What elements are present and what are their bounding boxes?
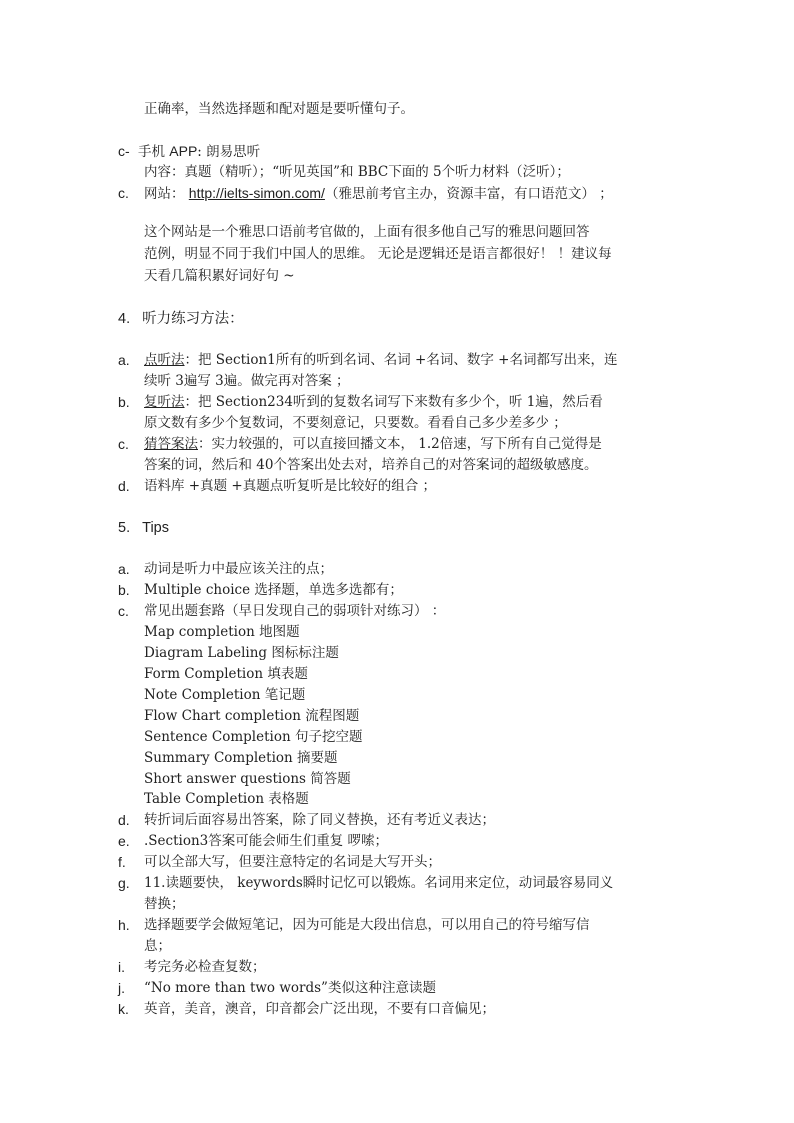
tip-text: 息； <box>144 938 171 954</box>
website-para-line: 这个网站是一个雅思口语前考官做的，上面有很多他自己写的雅思问题回答 <box>144 224 590 240</box>
method-text: ：把 Section1所有的听到名词、名词 +名词、数字 +名词都写出来，连 <box>184 352 618 368</box>
method-term: 点听法 <box>144 352 185 368</box>
tip-text: “No more than two words”类似这种注意读题 <box>144 980 436 996</box>
question-type: Sentence Completion 句子挖空题 <box>144 729 363 745</box>
section-number: 4. <box>118 311 131 327</box>
paragraph-top: 正确率，当然选择题和配对题是要听懂句子。 <box>144 101 414 117</box>
question-type: Map completion 地图题 <box>144 624 300 640</box>
section-4-heading <box>118 309 244 329</box>
list-marker: d. <box>118 478 130 494</box>
app-label: 手机 <box>137 144 170 160</box>
question-type: Diagram Labeling 图标标注题 <box>144 645 339 661</box>
method-text: 续听 3遍写 3遍。做完再对答案 ； <box>144 373 350 389</box>
section-number: 5. <box>118 520 131 536</box>
method-term: 复听法 <box>144 394 185 410</box>
method-text: 语料库 +真题 +真题点听复听是比较好的组合 ； <box>144 478 436 494</box>
list-marker: e. <box>118 833 130 849</box>
tip-text: 选择题要学会做短笔记，因为可能是大段出信息，可以用自己的符号缩写信 <box>144 917 590 933</box>
method-text: 原文数有多少个复数词，不要刻意记，只要数。看看自己多少差多少 ； <box>144 415 567 431</box>
section-title: 听力练习方法： <box>142 311 244 327</box>
list-marker: d. <box>118 812 130 828</box>
tip-text: 动词是听力中最应该关注的点； <box>144 561 333 577</box>
question-type: Short answer questions 简答题 <box>144 771 351 787</box>
question-type: Table Completion 表格题 <box>144 791 309 807</box>
tip-text: Multiple choice 选择题，单选多选都有； <box>144 582 403 598</box>
website-line <box>144 183 613 204</box>
section-title: Tips <box>142 520 169 536</box>
list-marker: j. <box>118 980 125 996</box>
list-marker: i. <box>118 959 125 975</box>
website-desc: （雅思前考官主办，资源丰富，有口语范文） ； <box>324 186 613 202</box>
website-link[interactable]: http://ielts-simon.com/ <box>188 185 325 201</box>
list-marker: c. <box>118 603 129 619</box>
method-text: ：实力较强的，可以直接回播文本， 1.2倍速，写下所有自己觉得是 <box>198 436 602 452</box>
app-content: 内容：真题（精听）；“听见英国”和 BBC下面的 5个听力材料（泛听）； <box>144 164 570 180</box>
website-para-line: 范例，明显不同于我们中国人的思维。 无论是逻辑还是语言都很好！ ！建议每 <box>144 246 612 262</box>
tip-text: 转折词后面容易出答案，除了同义替换，还有考近义表达； <box>144 812 495 828</box>
tip-text: 11.读题要快， keywords瞬时记忆可以锻炼。名词用来定位，动词最容易同义 <box>144 875 614 891</box>
list-marker: a. <box>118 352 130 368</box>
list-marker: b. <box>118 394 130 410</box>
list-marker: c. <box>118 185 129 201</box>
app-name: : 朗易思听 <box>197 144 261 160</box>
list-marker: h. <box>118 917 130 933</box>
tip-text: 可以全部大写，但要注意特定的名词是大写开头； <box>144 854 441 870</box>
tip-text: 英音，美音，澳音，印音都会广泛出现，不要有口音偏见； <box>144 1001 495 1017</box>
list-marker: b. <box>118 582 130 598</box>
section-5-heading <box>118 518 169 538</box>
tip-text: 替换； <box>144 896 185 912</box>
method-text: ：把 Section234听到的复数名词写下来数有多少个，听 1遍，然后看 <box>184 394 603 410</box>
app-item <box>118 141 260 162</box>
question-type: Note Completion 笔记题 <box>144 687 306 703</box>
method-term: 猜答案法 <box>144 436 198 452</box>
list-marker: a. <box>118 561 130 577</box>
website-label: 网站： <box>144 186 185 202</box>
method-text: 答案的词，然后和 40个答案出处去对，培养自己的对答案词的超级敏感度。 <box>144 457 598 473</box>
list-marker: g. <box>118 875 130 891</box>
tip-text: .Section3答案可能会师生们重复 啰嗦； <box>144 833 389 849</box>
tip-text: 考完务必检查复数； <box>144 959 266 975</box>
question-type: Flow Chart completion 流程图题 <box>144 708 360 724</box>
list-marker: k. <box>118 1001 129 1017</box>
list-marker: f. <box>118 854 126 870</box>
website-para-line: 天看几篇积累好词好句 ~ <box>144 268 295 284</box>
list-marker: c. <box>118 436 129 452</box>
app-keyword: APP <box>169 143 198 159</box>
question-type: Form Completion 填表题 <box>144 666 308 682</box>
list-marker: c- <box>118 143 130 159</box>
question-type: Summary Completion 摘要题 <box>144 750 338 766</box>
tip-text: 常见出题套路（早日发现自己的弱项针对练习） ： <box>144 603 446 619</box>
